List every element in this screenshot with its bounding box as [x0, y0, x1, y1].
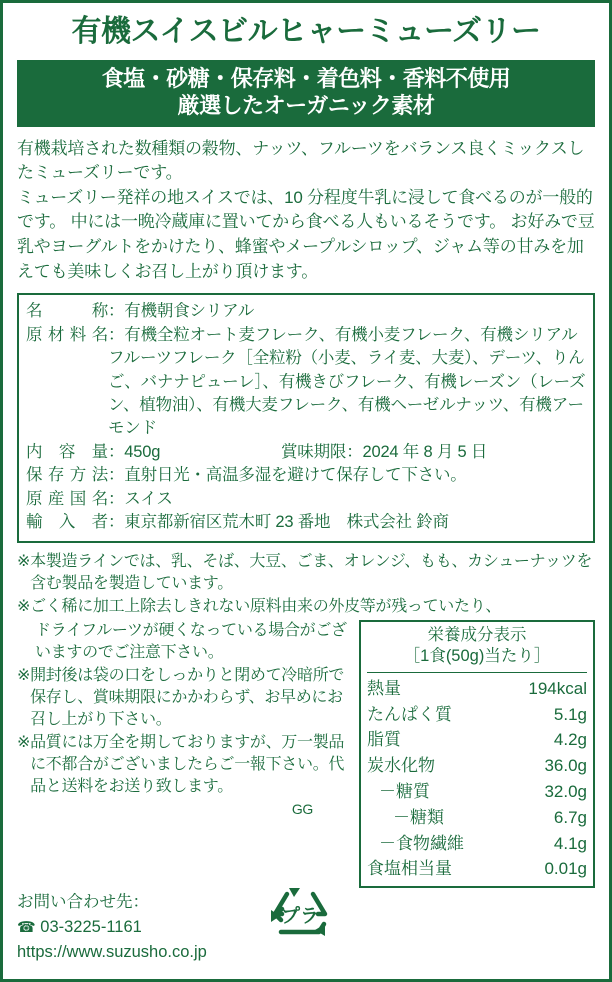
nutrition-header — [367, 625, 587, 670]
nutrition-row — [367, 805, 587, 831]
note-mark: ※ — [17, 734, 31, 752]
nutrition-value: 5.1g — [553, 704, 587, 724]
note-mark: ※ — [17, 597, 31, 615]
description-paragraph-2: ミューズリー発祥の地スイスでは、10 分程度牛乳に浸して食べるのが一般的です。 中には一晩冷蔵庫に置いてから食べる人もいるそうです。 お好みで豆乳やヨーグルトをかけたり、蜂蜜やメープルシロップ、ジャム等の甘みを加えても美味しくお召し上がり頂けます。 — [17, 187, 595, 281]
note-mark: ※ — [17, 666, 31, 684]
product-info-table — [17, 293, 595, 542]
nutrition-value: 36.0g — [544, 756, 587, 776]
nutrition-name: －糖類 — [393, 807, 444, 827]
nutrition-value: 0.01g — [544, 859, 587, 879]
nutrition-panel — [353, 620, 595, 889]
info-row-importer — [26, 511, 586, 534]
info-row-name — [26, 300, 586, 323]
note-mark: ※ — [17, 552, 31, 570]
info-row-content-expiry — [26, 441, 586, 464]
nutrition-name: たんぱく質 — [367, 704, 452, 724]
info-value-importer: ：東京都新宿区荒木町 23 番地 株式会社 鈴商 — [108, 513, 449, 532]
info-row-storage — [26, 464, 586, 487]
nutrition-name: 熱量 — [367, 678, 401, 698]
note-text: 品質には万全を期しておりますが、万一製品に不都合がございましたらご一報下さい。代品と送料をお送り致します。 — [30, 734, 345, 796]
note-item — [17, 665, 353, 731]
info-label-content: 内 容 量 — [26, 442, 108, 461]
nutrition-divider — [367, 672, 587, 673]
info-label-importer: 輸 入 者 — [26, 513, 108, 532]
note-item — [17, 551, 595, 595]
info-value-origin: ：スイス — [108, 489, 173, 508]
contact-section — [17, 890, 595, 964]
recycle-label: プラ — [280, 906, 320, 928]
nutrition-row — [367, 727, 587, 753]
product-description — [17, 137, 595, 285]
contact-label: お問い合わせ先： — [17, 893, 149, 912]
nutrition-value: 6.7g — [553, 807, 587, 827]
nutrition-row — [367, 856, 587, 882]
nutrition-value: 4.1g — [553, 833, 587, 853]
info-value-expiry: ：2024 年 8 月 5 日 — [346, 442, 488, 461]
info-row-ingredients — [26, 324, 586, 441]
gg-mark: GG — [291, 801, 313, 818]
note-text: ドライフルーツが硬くなっている場合がございますのでご注意下さい。 — [35, 621, 347, 661]
nutrition-row — [367, 831, 587, 857]
contact-phone[interactable]: 03-3225-1161 — [40, 918, 142, 937]
nutrition-row — [367, 702, 587, 728]
banner-line-1: 食塩・砂糖・保存料・着色料・香料不使用 — [101, 65, 511, 91]
lower-section — [17, 620, 595, 889]
info-label-name: 名 称 — [26, 302, 108, 321]
note-text: ごく稀に加工上除去しきれない原料由来の外皮等が残っていたり、 — [30, 597, 502, 615]
description-paragraph-1: 有機栽培された数種類の穀物、ナッツ、フルーツをバランス良くミックスしたミューズリーです。 — [17, 138, 585, 183]
nutrition-name: 脂質 — [367, 730, 401, 750]
info-value-storage: ：直射日光・高温多湿を避けて保存して下さい。 — [108, 466, 467, 485]
nutrition-row — [367, 753, 587, 779]
nutrition-name: 炭水化物 — [367, 756, 435, 776]
nutrition-value: 4.2g — [553, 730, 587, 750]
info-label-expiry: 賞味期限 — [281, 442, 347, 461]
plastic-recycle-icon — [267, 882, 333, 944]
nutrition-value: 32.0g — [544, 781, 587, 801]
note-item — [17, 596, 595, 618]
info-value-content: ：450g — [108, 442, 161, 461]
nutrition-facts-table — [359, 620, 595, 889]
note-item — [17, 732, 353, 798]
nutrition-row — [367, 779, 587, 805]
nutrition-name: 食塩相当量 — [367, 859, 452, 879]
page-title: 有機スイスビルヒャーミューズリー — [71, 15, 541, 48]
note-item — [17, 620, 353, 664]
banner-line-2: 厳選したオーガニック素材 — [177, 93, 435, 118]
feature-banner — [17, 60, 595, 127]
info-label-ingredients: 原材料名 — [26, 325, 108, 344]
telephone-icon: ☎ — [17, 919, 36, 937]
note-text: 開封後は袋の口をしっかりと閉めて冷暗所で保存し、賞味期限にかかわらず、お早めにお召し上がり下さい。 — [30, 666, 345, 729]
contact-url[interactable]: https://www.suzusho.co.jp — [17, 942, 207, 961]
nutrition-name: －糖質 — [379, 781, 430, 801]
nutrition-header-line-1: 栄養成分表示 — [427, 625, 527, 644]
note-text: 本製造ラインでは、乳、そば、大豆、ごま、オレンジ、もも、カシューナッツを含む製品を製造しています。 — [30, 552, 593, 592]
nutrition-row — [367, 676, 587, 702]
info-row-origin — [26, 488, 586, 511]
allergen-notes — [17, 551, 595, 618]
nutrition-value: 194kcal — [528, 678, 587, 698]
label-content — [3, 3, 609, 965]
info-value-name: ：有機朝食シリアル — [108, 302, 255, 321]
nutrition-name: －食物繊維 — [379, 833, 464, 853]
nutrition-header-line-2: ［1食(50g)当たり］ — [403, 647, 551, 666]
info-value-ingredients: ：有機全粒オート麦フレーク、有機小麦フレーク、有機シリアルフルーツフレーク［全粒粉（小麦、ライ麦、大麦）、デーツ、りんご、バナナピューレ］、有機きびフレーク、有機レーズン（レーズン、植物油）、有機大麦フレーク、有機ヘーゼルナッツ、有機アーモンド — [108, 325, 586, 438]
info-label-origin: 原産国名 — [26, 489, 108, 508]
info-label-storage: 保存方法 — [26, 466, 108, 485]
handling-notes — [17, 620, 353, 889]
